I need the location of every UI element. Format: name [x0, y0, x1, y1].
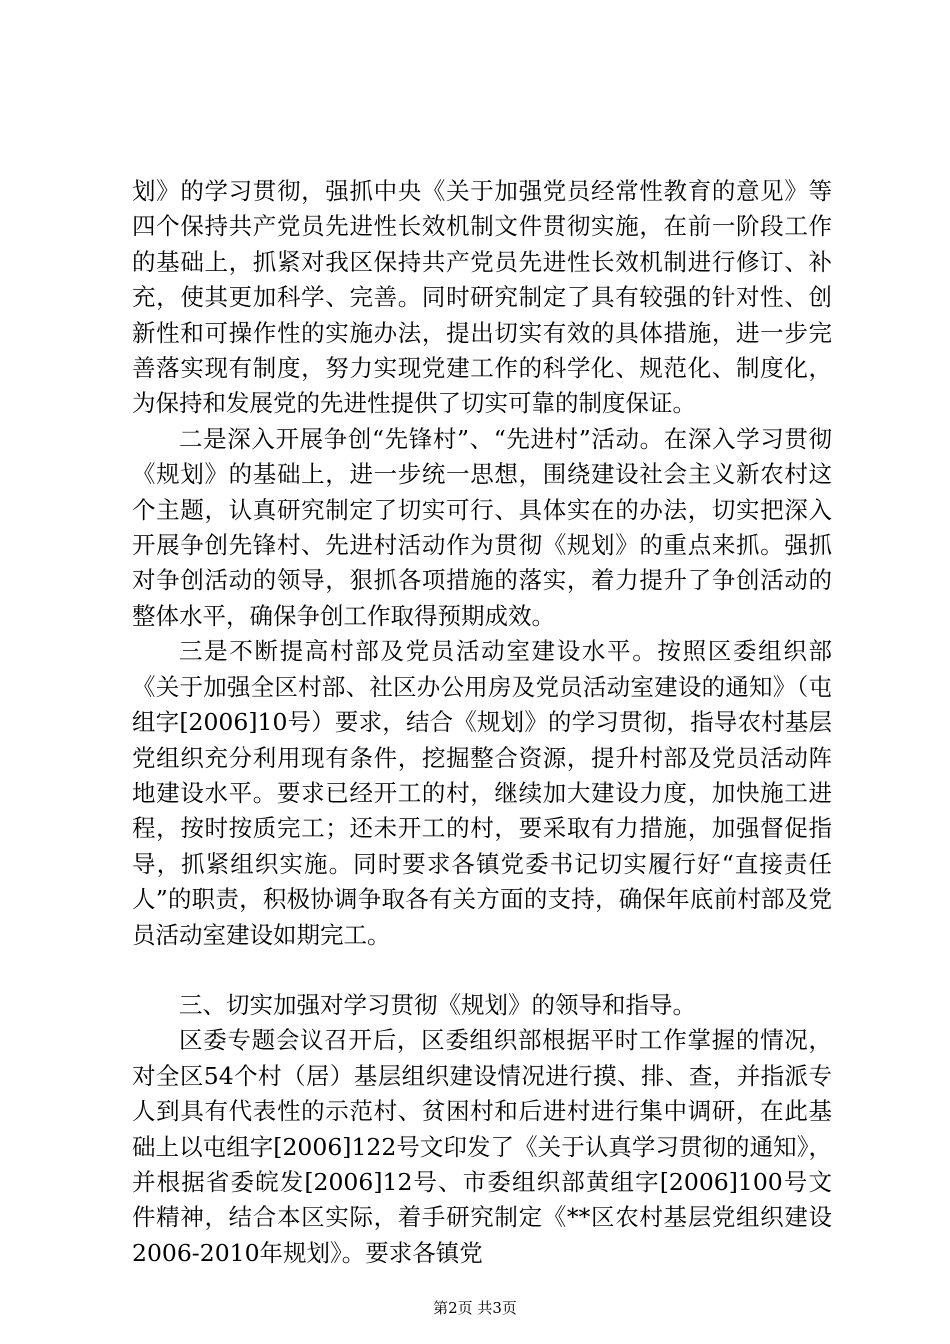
- paragraph-spacer: [132, 953, 832, 988]
- paragraph-item-two: 二是深入开展争创“先锋村”、“先进村”活动。在深入学习贯彻《规划》的基础上，进一步统一思想，围绕建设社会主义新农村这个主题，认真研究制定了切实可行、具体实在的办法，切实把深入开展争创先锋村、先进村活动作为贯彻《规划》的重点来抓。强抓对争创活动的领导，狠抓各项措施的落实，着力提升了争创活动的整体水平，确保争创工作取得预期成效。: [132, 424, 832, 630]
- paragraph-section-body: 区委专题会议召开后，区委组织部根据平时工作掌握的情况，对全区54个村（居）基层组织建设情况进行摸、排、查，并指派专人到具有代表性的示范村、贫困村和后进村进行集中调研，在此基础上以屯组字[2006]122号文印发了《关于认真学习贯彻的通知》，并根据省委皖发[2006]12号、市委组织部黄组字[2006]100号文件精神，结合本区实际，着手研究制定《**区农村基层党组织建设2006-2010年规划》。要求各镇党: [132, 1026, 832, 1267]
- paragraph-item-three: 三是不断提高村部及党员活动室建设水平。按照区委组织部《关于加强全区村部、社区办公用房及党员活动室建设的通知》（屯组字[2006]10号）要求，结合《规划》的学习贯彻，指导农村基层党组织充分利用现有条件，挖掘整合资源，提升村部及党员活动阵地建设水平。要求已经开工的村，继续加大建设力度，加快施工进程，按时按质完工；还未开工的村，要采取有力措施，加强督促指导，抓紧组织实施。同时要求各镇党委书记切实履行好“直接责任人”的职责，积极协调争取各有关方面的支持，确保年底前村部及党员活动室建设如期完工。: [132, 637, 832, 949]
- section-heading: 三、切实加强对学习贯彻《规划》的领导和指导。: [179, 990, 696, 1019]
- paragraph-continuation: 划》的学习贯彻，强抓中央《关于加强党员经常性教育的意见》等四个保持共产党员先进性长效机制文件贯彻实施，在前一阶段工作的基础上，抓紧对我区保持共产党员先进性长效机制进行修订、补充，使其更加科学、完善。同时研究制定了具有较强的针对性、创新性和可操作性的实施办法，提出切实有效的具体措施，进一步完善落实现有制度，努力实现党建工作的科学化、规范化、制度化，为保持和发展党的先进性提供了切实可靠的制度保证。: [132, 177, 832, 418]
- document-body: [132, 174, 832, 1271]
- page-number-footer: 第2页 共3页: [433, 1299, 517, 1317]
